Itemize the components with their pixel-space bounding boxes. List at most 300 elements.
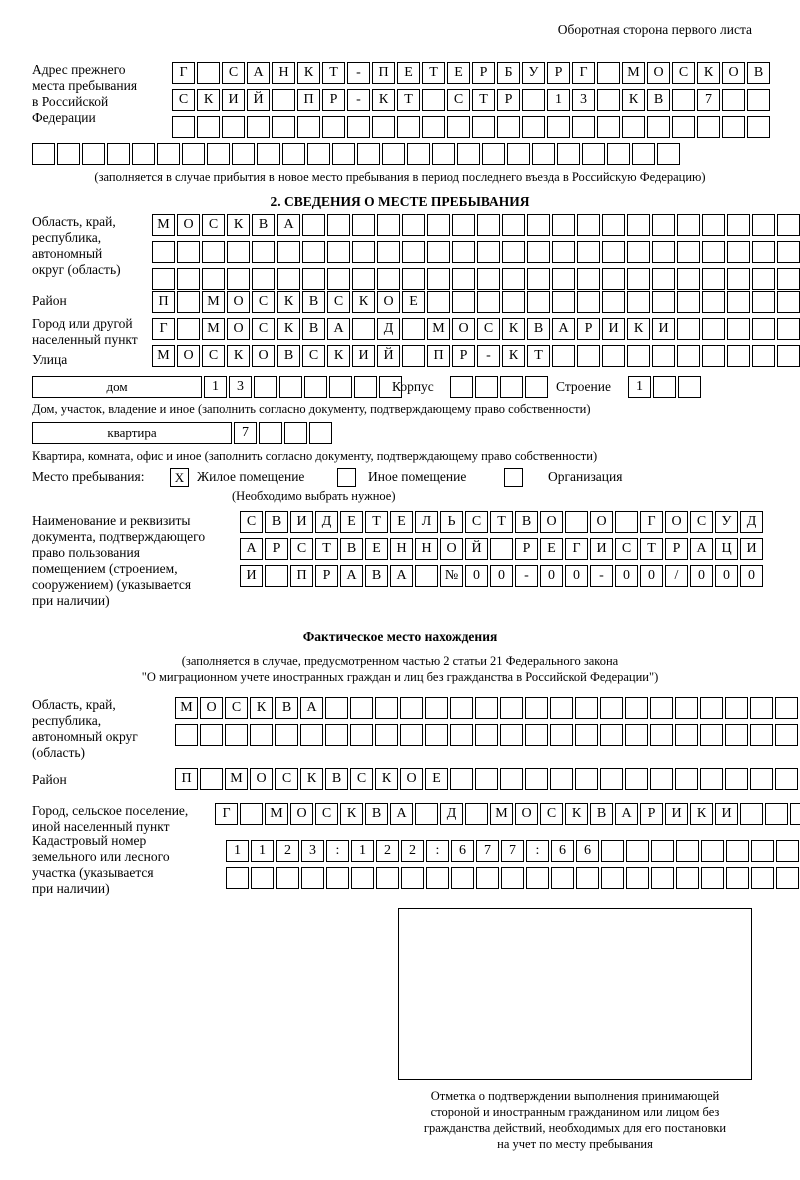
char-cell[interactable]: Т — [397, 89, 420, 111]
char-cell[interactable]: И — [715, 803, 738, 825]
char-cell[interactable] — [575, 724, 598, 746]
char-cell[interactable] — [752, 268, 775, 290]
char-cell[interactable] — [627, 291, 650, 313]
char-cell[interactable]: В — [647, 89, 670, 111]
char-cell[interactable] — [450, 724, 473, 746]
char-cell[interactable] — [775, 768, 798, 790]
char-cell[interactable] — [377, 241, 400, 263]
char-cell[interactable]: Е — [390, 511, 413, 533]
char-cell[interactable] — [450, 376, 473, 398]
char-cell[interactable] — [776, 840, 799, 862]
char-cell[interactable] — [752, 345, 775, 367]
char-cell[interactable] — [325, 697, 348, 719]
char-cell[interactable] — [750, 724, 773, 746]
char-cell[interactable]: В — [275, 697, 298, 719]
char-cell[interactable] — [557, 143, 580, 165]
char-cell[interactable]: С — [302, 345, 325, 367]
char-cell[interactable] — [651, 840, 674, 862]
char-cell[interactable]: У — [715, 511, 738, 533]
char-cell[interactable] — [526, 867, 549, 889]
char-cell[interactable] — [702, 214, 725, 236]
char-cell[interactable]: О — [722, 62, 745, 84]
char-cell[interactable]: С — [252, 318, 275, 340]
char-cell[interactable]: М — [225, 768, 248, 790]
char-cell[interactable] — [301, 867, 324, 889]
char-cell[interactable]: 0 — [565, 565, 588, 587]
char-cell[interactable] — [697, 116, 720, 138]
char-cell[interactable]: О — [665, 511, 688, 533]
char-cell[interactable] — [475, 768, 498, 790]
char-cell[interactable]: Р — [640, 803, 663, 825]
char-cell[interactable] — [427, 241, 450, 263]
char-cell[interactable] — [525, 768, 548, 790]
char-cell[interactable] — [425, 724, 448, 746]
char-cell[interactable] — [627, 268, 650, 290]
char-cell[interactable] — [701, 867, 724, 889]
char-cell[interactable] — [401, 867, 424, 889]
char-cell[interactable] — [702, 241, 725, 263]
char-cell[interactable] — [576, 867, 599, 889]
char-cell[interactable]: 7 — [476, 840, 499, 862]
char-cell[interactable] — [727, 241, 750, 263]
char-cell[interactable]: Р — [665, 538, 688, 560]
char-cell[interactable]: С — [275, 768, 298, 790]
char-cell[interactable] — [325, 724, 348, 746]
char-cell[interactable]: / — [665, 565, 688, 587]
char-cell[interactable] — [725, 768, 748, 790]
char-cell[interactable]: О — [440, 538, 463, 560]
char-cell[interactable] — [740, 803, 763, 825]
char-cell[interactable] — [502, 241, 525, 263]
char-cell[interactable]: Т — [490, 511, 513, 533]
char-cell[interactable]: И — [602, 318, 625, 340]
char-cell[interactable] — [652, 241, 675, 263]
char-cell[interactable] — [284, 422, 307, 444]
char-cell[interactable]: Г — [640, 511, 663, 533]
char-cell[interactable]: Р — [452, 345, 475, 367]
char-cell[interactable]: И — [352, 345, 375, 367]
char-cell[interactable]: И — [740, 538, 763, 560]
char-cell[interactable] — [597, 62, 620, 84]
char-cell[interactable]: М — [152, 345, 175, 367]
char-cell[interactable] — [700, 768, 723, 790]
char-cell[interactable] — [352, 214, 375, 236]
char-cell[interactable]: К — [627, 318, 650, 340]
char-cell[interactable] — [251, 867, 274, 889]
char-cell[interactable]: О — [227, 318, 250, 340]
char-cell[interactable]: У — [522, 62, 545, 84]
char-cell[interactable] — [501, 867, 524, 889]
char-cell[interactable] — [507, 143, 530, 165]
char-cell[interactable]: С — [315, 803, 338, 825]
char-cell[interactable]: П — [372, 62, 395, 84]
char-cell[interactable]: Е — [447, 62, 470, 84]
char-cell[interactable] — [725, 697, 748, 719]
char-cell[interactable] — [675, 724, 698, 746]
char-cell[interactable] — [502, 291, 525, 313]
char-cell[interactable]: 0 — [465, 565, 488, 587]
char-cell[interactable] — [700, 697, 723, 719]
char-cell[interactable] — [747, 116, 770, 138]
char-cell[interactable] — [727, 214, 750, 236]
char-cell[interactable]: И — [240, 565, 263, 587]
char-cell[interactable]: Т — [640, 538, 663, 560]
char-cell[interactable] — [677, 345, 700, 367]
char-cell[interactable] — [472, 116, 495, 138]
char-cell[interactable]: О — [400, 768, 423, 790]
char-cell[interactable]: Н — [415, 538, 438, 560]
char-cell[interactable] — [250, 724, 273, 746]
char-cell[interactable] — [297, 116, 320, 138]
char-cell[interactable] — [272, 89, 295, 111]
char-cell[interactable]: М — [622, 62, 645, 84]
char-cell[interactable] — [550, 697, 573, 719]
document-row-2[interactable] — [240, 538, 765, 560]
char-cell[interactable] — [257, 143, 280, 165]
stamp-box[interactable] — [398, 908, 752, 1080]
char-cell[interactable] — [302, 241, 325, 263]
char-cell[interactable]: С — [477, 318, 500, 340]
char-cell[interactable] — [615, 511, 638, 533]
char-cell[interactable]: - — [347, 89, 370, 111]
char-cell[interactable]: Б — [497, 62, 520, 84]
char-cell[interactable] — [275, 724, 298, 746]
char-cell[interactable] — [552, 291, 575, 313]
char-cell[interactable] — [477, 268, 500, 290]
char-cell[interactable]: К — [697, 62, 720, 84]
char-cell[interactable]: И — [665, 803, 688, 825]
char-cell[interactable] — [552, 268, 575, 290]
char-cell[interactable]: П — [152, 291, 175, 313]
char-cell[interactable]: М — [490, 803, 513, 825]
char-cell[interactable] — [650, 724, 673, 746]
char-cell[interactable] — [252, 241, 275, 263]
char-cell[interactable] — [675, 768, 698, 790]
char-cell[interactable] — [227, 268, 250, 290]
char-cell[interactable] — [402, 345, 425, 367]
char-cell[interactable]: С — [465, 511, 488, 533]
char-cell[interactable] — [727, 318, 750, 340]
char-cell[interactable] — [376, 867, 399, 889]
char-cell[interactable]: К — [327, 345, 350, 367]
char-cell[interactable]: Ц — [715, 538, 738, 560]
char-cell[interactable]: Е — [340, 511, 363, 533]
char-cell[interactable]: Е — [397, 62, 420, 84]
char-cell[interactable] — [477, 291, 500, 313]
char-cell[interactable] — [650, 768, 673, 790]
char-cell[interactable] — [304, 376, 327, 398]
char-cell[interactable]: 7 — [234, 422, 257, 444]
char-cell[interactable] — [350, 724, 373, 746]
char-cell[interactable] — [765, 803, 788, 825]
char-cell[interactable] — [177, 291, 200, 313]
char-cell[interactable] — [597, 116, 620, 138]
char-cell[interactable] — [422, 89, 445, 111]
house-cells[interactable] — [204, 376, 404, 398]
char-cell[interactable]: В — [325, 768, 348, 790]
char-cell[interactable] — [432, 143, 455, 165]
char-cell[interactable]: К — [375, 768, 398, 790]
char-cell[interactable] — [677, 214, 700, 236]
char-cell[interactable]: В — [277, 345, 300, 367]
char-cell[interactable] — [272, 116, 295, 138]
char-cell[interactable]: П — [175, 768, 198, 790]
char-cell[interactable]: К — [227, 214, 250, 236]
char-cell[interactable]: 0 — [490, 565, 513, 587]
char-cell[interactable] — [282, 143, 305, 165]
char-cell[interactable] — [302, 268, 325, 290]
char-cell[interactable]: А — [690, 538, 713, 560]
char-cell[interactable]: А — [327, 318, 350, 340]
char-cell[interactable] — [329, 376, 352, 398]
char-cell[interactable] — [750, 697, 773, 719]
char-cell[interactable] — [627, 241, 650, 263]
section2-city-row[interactable] — [152, 318, 800, 340]
char-cell[interactable] — [351, 867, 374, 889]
char-cell[interactable]: К — [622, 89, 645, 111]
char-cell[interactable] — [279, 376, 302, 398]
char-cell[interactable]: Т — [322, 62, 345, 84]
char-cell[interactable]: К — [372, 89, 395, 111]
char-cell[interactable] — [451, 867, 474, 889]
char-cell[interactable] — [259, 422, 282, 444]
char-cell[interactable]: С — [240, 511, 263, 533]
char-cell[interactable]: Р — [577, 318, 600, 340]
char-cell[interactable] — [490, 538, 513, 560]
char-cell[interactable]: А — [240, 538, 263, 560]
char-cell[interactable]: В — [747, 62, 770, 84]
prev-address-row-1[interactable] — [172, 62, 772, 84]
char-cell[interactable]: А — [300, 697, 323, 719]
char-cell[interactable] — [500, 768, 523, 790]
char-cell[interactable] — [276, 867, 299, 889]
char-cell[interactable]: С — [350, 768, 373, 790]
char-cell[interactable]: О — [200, 697, 223, 719]
char-cell[interactable]: Т — [365, 511, 388, 533]
char-cell[interactable] — [200, 768, 223, 790]
char-cell[interactable]: Г — [565, 538, 588, 560]
char-cell[interactable] — [377, 214, 400, 236]
char-cell[interactable]: О — [515, 803, 538, 825]
char-cell[interactable]: В — [515, 511, 538, 533]
char-cell[interactable] — [702, 318, 725, 340]
char-cell[interactable] — [726, 840, 749, 862]
char-cell[interactable] — [452, 214, 475, 236]
char-cell[interactable] — [402, 268, 425, 290]
actual-region-row-2[interactable] — [175, 724, 800, 746]
char-cell[interactable]: 1 — [547, 89, 570, 111]
char-cell[interactable] — [452, 268, 475, 290]
char-cell[interactable] — [632, 143, 655, 165]
char-cell[interactable] — [32, 143, 55, 165]
char-cell[interactable] — [527, 214, 550, 236]
char-cell[interactable] — [657, 143, 680, 165]
char-cell[interactable]: А — [340, 565, 363, 587]
char-cell[interactable] — [500, 724, 523, 746]
char-cell[interactable] — [547, 116, 570, 138]
char-cell[interactable] — [702, 291, 725, 313]
char-cell[interactable] — [752, 318, 775, 340]
char-cell[interactable]: - — [590, 565, 613, 587]
char-cell[interactable]: И — [290, 511, 313, 533]
section2-region-row-3[interactable] — [152, 268, 800, 290]
char-cell[interactable] — [327, 214, 350, 236]
char-cell[interactable]: № — [440, 565, 463, 587]
char-cell[interactable] — [551, 867, 574, 889]
char-cell[interactable] — [702, 345, 725, 367]
char-cell[interactable] — [202, 268, 225, 290]
char-cell[interactable] — [552, 214, 575, 236]
char-cell[interactable] — [727, 345, 750, 367]
char-cell[interactable]: 7 — [501, 840, 524, 862]
char-cell[interactable] — [777, 241, 800, 263]
char-cell[interactable]: Р — [547, 62, 570, 84]
char-cell[interactable]: В — [302, 318, 325, 340]
char-cell[interactable] — [132, 143, 155, 165]
char-cell[interactable]: А — [390, 803, 413, 825]
char-cell[interactable] — [332, 143, 355, 165]
char-cell[interactable] — [722, 89, 745, 111]
char-cell[interactable] — [677, 268, 700, 290]
char-cell[interactable] — [625, 697, 648, 719]
char-cell[interactable] — [375, 724, 398, 746]
char-cell[interactable] — [240, 803, 263, 825]
char-cell[interactable] — [475, 697, 498, 719]
char-cell[interactable] — [326, 867, 349, 889]
char-cell[interactable] — [415, 565, 438, 587]
char-cell[interactable] — [500, 697, 523, 719]
char-cell[interactable]: С — [690, 511, 713, 533]
char-cell[interactable] — [482, 143, 505, 165]
char-cell[interactable] — [425, 697, 448, 719]
char-cell[interactable] — [552, 241, 575, 263]
char-cell[interactable] — [82, 143, 105, 165]
char-cell[interactable]: 2 — [376, 840, 399, 862]
char-cell[interactable]: С — [615, 538, 638, 560]
char-cell[interactable] — [350, 697, 373, 719]
char-cell[interactable]: Р — [265, 538, 288, 560]
char-cell[interactable] — [175, 724, 198, 746]
char-cell[interactable] — [552, 345, 575, 367]
char-cell[interactable]: А — [277, 214, 300, 236]
char-cell[interactable]: 3 — [572, 89, 595, 111]
char-cell[interactable] — [575, 697, 598, 719]
section2-district-row[interactable] — [152, 291, 800, 313]
char-cell[interactable] — [750, 768, 773, 790]
char-cell[interactable]: 2 — [401, 840, 424, 862]
prev-address-row-2[interactable] — [172, 89, 772, 111]
char-cell[interactable] — [500, 376, 523, 398]
char-cell[interactable] — [652, 268, 675, 290]
char-cell[interactable] — [577, 268, 600, 290]
char-cell[interactable]: М — [202, 318, 225, 340]
char-cell[interactable] — [625, 724, 648, 746]
char-cell[interactable] — [777, 291, 800, 313]
char-cell[interactable]: 2 — [276, 840, 299, 862]
char-cell[interactable] — [254, 376, 277, 398]
char-cell[interactable]: : — [426, 840, 449, 862]
char-cell[interactable] — [522, 89, 545, 111]
char-cell[interactable] — [352, 268, 375, 290]
char-cell[interactable]: М — [152, 214, 175, 236]
char-cell[interactable]: Ь — [440, 511, 463, 533]
char-cell[interactable]: Д — [315, 511, 338, 533]
char-cell[interactable] — [402, 318, 425, 340]
char-cell[interactable] — [601, 867, 624, 889]
char-cell[interactable]: М — [175, 697, 198, 719]
char-cell[interactable] — [777, 345, 800, 367]
char-cell[interactable] — [200, 724, 223, 746]
char-cell[interactable] — [602, 214, 625, 236]
char-cell[interactable] — [726, 867, 749, 889]
char-cell[interactable]: Й — [377, 345, 400, 367]
char-cell[interactable] — [477, 214, 500, 236]
char-cell[interactable] — [407, 143, 430, 165]
char-cell[interactable]: 6 — [576, 840, 599, 862]
char-cell[interactable]: О — [177, 214, 200, 236]
char-cell[interactable] — [307, 143, 330, 165]
char-cell[interactable] — [602, 241, 625, 263]
korpus-cells[interactable] — [450, 376, 550, 398]
char-cell[interactable] — [172, 116, 195, 138]
char-cell[interactable]: : — [326, 840, 349, 862]
actual-region-row-1[interactable] — [175, 697, 800, 719]
char-cell[interactable]: Т — [422, 62, 445, 84]
char-cell[interactable]: П — [290, 565, 313, 587]
actual-district-row[interactable] — [175, 768, 800, 790]
char-cell[interactable] — [197, 62, 220, 84]
char-cell[interactable] — [522, 116, 545, 138]
flat-cells[interactable] — [234, 422, 334, 444]
char-cell[interactable]: С — [290, 538, 313, 560]
char-cell[interactable] — [107, 143, 130, 165]
char-cell[interactable] — [226, 867, 249, 889]
char-cell[interactable] — [327, 268, 350, 290]
char-cell[interactable]: Т — [315, 538, 338, 560]
char-cell[interactable] — [247, 116, 270, 138]
char-cell[interactable] — [222, 116, 245, 138]
char-cell[interactable]: И — [652, 318, 675, 340]
char-cell[interactable]: С — [327, 291, 350, 313]
char-cell[interactable] — [532, 143, 555, 165]
char-cell[interactable] — [725, 724, 748, 746]
char-cell[interactable]: М — [202, 291, 225, 313]
char-cell[interactable] — [676, 840, 699, 862]
char-cell[interactable] — [577, 291, 600, 313]
char-cell[interactable]: С — [540, 803, 563, 825]
char-cell[interactable] — [601, 840, 624, 862]
char-cell[interactable] — [452, 291, 475, 313]
char-cell[interactable]: В — [365, 565, 388, 587]
char-cell[interactable]: - — [477, 345, 500, 367]
char-cell[interactable]: В — [340, 538, 363, 560]
char-cell[interactable] — [626, 840, 649, 862]
char-cell[interactable]: О — [177, 345, 200, 367]
char-cell[interactable] — [602, 345, 625, 367]
char-cell[interactable] — [397, 116, 420, 138]
char-cell[interactable]: К — [277, 318, 300, 340]
char-cell[interactable] — [565, 511, 588, 533]
char-cell[interactable] — [627, 214, 650, 236]
char-cell[interactable] — [775, 724, 798, 746]
char-cell[interactable]: Е — [402, 291, 425, 313]
char-cell[interactable]: К — [277, 291, 300, 313]
char-cell[interactable] — [457, 143, 480, 165]
char-cell[interactable] — [277, 241, 300, 263]
char-cell[interactable] — [400, 724, 423, 746]
char-cell[interactable] — [597, 89, 620, 111]
char-cell[interactable]: 7 — [697, 89, 720, 111]
